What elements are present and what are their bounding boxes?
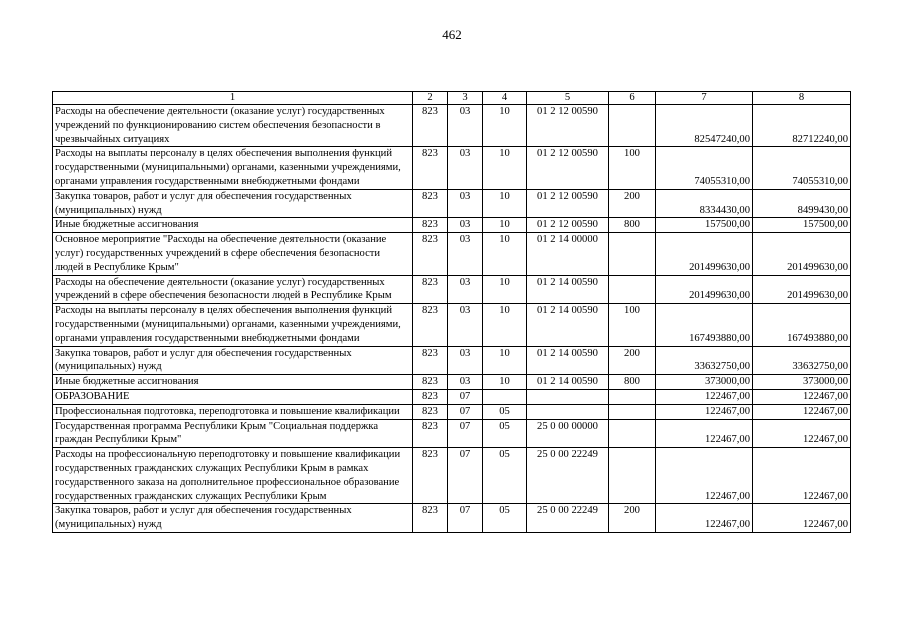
- table-row: [53, 504, 851, 533]
- table-row: [53, 404, 851, 419]
- row-ministry-code-cell: 823: [413, 346, 448, 375]
- row-name-cell: Расходы на выплаты персоналу в целях обеспечения выполнения функций государственными (муниципальными) органами, казенными учреждениями, органами управления государственными внебюджетными фондами: [53, 304, 413, 346]
- row-expense-type-cell: [609, 389, 656, 404]
- row-target-code-cell: 25 0 00 00000: [527, 419, 609, 448]
- header-cell-7: 7: [656, 92, 753, 105]
- row-ministry-code-cell: 823: [413, 105, 448, 147]
- header-cell-6: 6: [609, 92, 656, 105]
- row-expense-type-cell: 800: [609, 218, 656, 233]
- row-expense-type-cell: 100: [609, 304, 656, 346]
- row-amount-2-cell: 157500,00: [753, 218, 851, 233]
- table-row: [53, 346, 851, 375]
- row-ministry-code-cell: 823: [413, 233, 448, 275]
- header-cell-1: 1: [53, 92, 413, 105]
- row-target-code-cell: 01 2 14 00590: [527, 375, 609, 390]
- row-subsection-code-cell: 10: [483, 275, 527, 304]
- header-cell-4: 4: [483, 92, 527, 105]
- row-name-cell: Основное мероприятие "Расходы на обеспечение деятельности (оказание услуг) государственных учреждений в сфере обеспечения безопасности людей в Республике Крым": [53, 233, 413, 275]
- row-name-cell: Государственная программа Республики Крым "Социальная поддержка граждан Республики Крым": [53, 419, 413, 448]
- row-expense-type-cell: 200: [609, 346, 656, 375]
- row-section-code-cell: 03: [448, 105, 483, 147]
- row-subsection-code-cell: 10: [483, 218, 527, 233]
- row-ministry-code-cell: 823: [413, 404, 448, 419]
- row-target-code-cell: [527, 404, 609, 419]
- header-cell-2: 2: [413, 92, 448, 105]
- row-amount-1-cell: 8334430,00: [656, 189, 753, 218]
- row-ministry-code-cell: 823: [413, 375, 448, 390]
- row-amount-2-cell: 122467,00: [753, 404, 851, 419]
- row-subsection-code-cell: 10: [483, 304, 527, 346]
- row-section-code-cell: 07: [448, 504, 483, 533]
- row-amount-1-cell: 74055310,00: [656, 147, 753, 189]
- row-ministry-code-cell: 823: [413, 147, 448, 189]
- table-row: [53, 275, 851, 304]
- row-expense-type-cell: [609, 275, 656, 304]
- row-name-cell: Закупка товаров, работ и услуг для обеспечения государственных (муниципальных) нужд: [53, 504, 413, 533]
- row-amount-1-cell: 122467,00: [656, 448, 753, 504]
- row-expense-type-cell: 800: [609, 375, 656, 390]
- row-name-cell: Профессиональная подготовка, переподготовка и повышение квалификации: [53, 404, 413, 419]
- header-cell-8: 8: [753, 92, 851, 105]
- row-section-code-cell: 07: [448, 419, 483, 448]
- table-row: [53, 147, 851, 189]
- row-section-code-cell: 03: [448, 218, 483, 233]
- row-ministry-code-cell: 823: [413, 419, 448, 448]
- table-row: [53, 304, 851, 346]
- row-section-code-cell: 03: [448, 147, 483, 189]
- row-target-code-cell: 01 2 14 00590: [527, 275, 609, 304]
- row-section-code-cell: 03: [448, 304, 483, 346]
- row-name-cell: ОБРАЗОВАНИЕ: [53, 389, 413, 404]
- row-amount-1-cell: 122467,00: [656, 404, 753, 419]
- row-subsection-code-cell: 05: [483, 404, 527, 419]
- row-name-cell: Закупка товаров, работ и услуг для обеспечения государственных (муниципальных) нужд: [53, 189, 413, 218]
- row-amount-2-cell: 201499630,00: [753, 233, 851, 275]
- header-cell-5: 5: [527, 92, 609, 105]
- row-amount-1-cell: 82547240,00: [656, 105, 753, 147]
- row-section-code-cell: 03: [448, 189, 483, 218]
- row-amount-2-cell: 8499430,00: [753, 189, 851, 218]
- row-amount-2-cell: 201499630,00: [753, 275, 851, 304]
- row-target-code-cell: 01 2 12 00590: [527, 147, 609, 189]
- row-amount-1-cell: 201499630,00: [656, 275, 753, 304]
- row-target-code-cell: 01 2 12 00590: [527, 105, 609, 147]
- row-section-code-cell: 07: [448, 404, 483, 419]
- row-subsection-code-cell: 05: [483, 504, 527, 533]
- row-name-cell: Закупка товаров, работ и услуг для обеспечения государственных (муниципальных) нужд: [53, 346, 413, 375]
- table-row: [53, 375, 851, 390]
- row-amount-2-cell: 33632750,00: [753, 346, 851, 375]
- row-expense-type-cell: [609, 419, 656, 448]
- table-row: [53, 419, 851, 448]
- budget-table: [52, 91, 851, 533]
- row-subsection-code-cell: 10: [483, 105, 527, 147]
- row-target-code-cell: 25 0 00 22249: [527, 448, 609, 504]
- row-expense-type-cell: [609, 404, 656, 419]
- row-subsection-code-cell: 10: [483, 233, 527, 275]
- row-amount-1-cell: 157500,00: [656, 218, 753, 233]
- row-subsection-code-cell: 10: [483, 147, 527, 189]
- row-target-code-cell: 01 2 14 00590: [527, 346, 609, 375]
- row-target-code-cell: 25 0 00 22249: [527, 504, 609, 533]
- table-row: [53, 389, 851, 404]
- row-ministry-code-cell: 823: [413, 504, 448, 533]
- row-amount-1-cell: 201499630,00: [656, 233, 753, 275]
- row-section-code-cell: 03: [448, 346, 483, 375]
- row-target-code-cell: 01 2 14 00000: [527, 233, 609, 275]
- row-name-cell: Расходы на обеспечение деятельности (оказание услуг) государственных учреждений по функционированию систем обеспечения безопасности в чрезвычайных ситуациях: [53, 105, 413, 147]
- row-name-cell: Иные бюджетные ассигнования: [53, 375, 413, 390]
- row-target-code-cell: [527, 389, 609, 404]
- row-name-cell: Расходы на профессиональную переподготовку и повышение квалификации государственных гражданских служащих Республики Крым в рамках государственного заказа на дополнительное профессиональное образование государственных гражданских служащих Республики Крым: [53, 448, 413, 504]
- page-number: 462: [442, 27, 462, 42]
- row-section-code-cell: 07: [448, 389, 483, 404]
- table-header-row: [53, 92, 851, 105]
- row-amount-2-cell: 373000,00: [753, 375, 851, 390]
- row-expense-type-cell: 200: [609, 504, 656, 533]
- row-subsection-code-cell: 05: [483, 419, 527, 448]
- row-amount-2-cell: 122467,00: [753, 504, 851, 533]
- row-amount-2-cell: 167493880,00: [753, 304, 851, 346]
- row-expense-type-cell: [609, 233, 656, 275]
- row-expense-type-cell: 200: [609, 189, 656, 218]
- row-subsection-code-cell: 10: [483, 375, 527, 390]
- row-subsection-code-cell: 10: [483, 189, 527, 218]
- row-amount-2-cell: 122467,00: [753, 448, 851, 504]
- table-row: [53, 189, 851, 218]
- table-row: [53, 448, 851, 504]
- table-row: [53, 218, 851, 233]
- row-amount-1-cell: 122467,00: [656, 419, 753, 448]
- row-expense-type-cell: 100: [609, 147, 656, 189]
- row-subsection-code-cell: [483, 389, 527, 404]
- row-amount-1-cell: 122467,00: [656, 504, 753, 533]
- table-body: [53, 92, 851, 533]
- row-section-code-cell: 03: [448, 275, 483, 304]
- row-target-code-cell: 01 2 12 00590: [527, 218, 609, 233]
- row-section-code-cell: 07: [448, 448, 483, 504]
- header-cell-3: 3: [448, 92, 483, 105]
- table-row: [53, 105, 851, 147]
- row-section-code-cell: 03: [448, 233, 483, 275]
- row-amount-1-cell: 122467,00: [656, 389, 753, 404]
- row-amount-2-cell: 122467,00: [753, 419, 851, 448]
- row-target-code-cell: 01 2 12 00590: [527, 189, 609, 218]
- row-ministry-code-cell: 823: [413, 389, 448, 404]
- row-expense-type-cell: [609, 448, 656, 504]
- row-section-code-cell: 03: [448, 375, 483, 390]
- row-ministry-code-cell: 823: [413, 275, 448, 304]
- table-row: [53, 233, 851, 275]
- row-name-cell: Иные бюджетные ассигнования: [53, 218, 413, 233]
- row-name-cell: Расходы на выплаты персоналу в целях обеспечения выполнения функций государственными (муниципальными) органами, казенными учреждениями, органами управления государственными внебюджетными фондами: [53, 147, 413, 189]
- row-amount-1-cell: 33632750,00: [656, 346, 753, 375]
- row-expense-type-cell: [609, 105, 656, 147]
- row-amount-2-cell: 74055310,00: [753, 147, 851, 189]
- row-amount-2-cell: 122467,00: [753, 389, 851, 404]
- row-subsection-code-cell: 05: [483, 448, 527, 504]
- row-ministry-code-cell: 823: [413, 448, 448, 504]
- row-amount-1-cell: 373000,00: [656, 375, 753, 390]
- row-ministry-code-cell: 823: [413, 189, 448, 218]
- row-name-cell: Расходы на обеспечение деятельности (оказание услуг) государственных учреждений в сфере обеспечения безопасности людей в Республике Крым: [53, 275, 413, 304]
- row-ministry-code-cell: 823: [413, 304, 448, 346]
- row-subsection-code-cell: 10: [483, 346, 527, 375]
- row-ministry-code-cell: 823: [413, 218, 448, 233]
- row-amount-2-cell: 82712240,00: [753, 105, 851, 147]
- row-target-code-cell: 01 2 14 00590: [527, 304, 609, 346]
- row-amount-1-cell: 167493880,00: [656, 304, 753, 346]
